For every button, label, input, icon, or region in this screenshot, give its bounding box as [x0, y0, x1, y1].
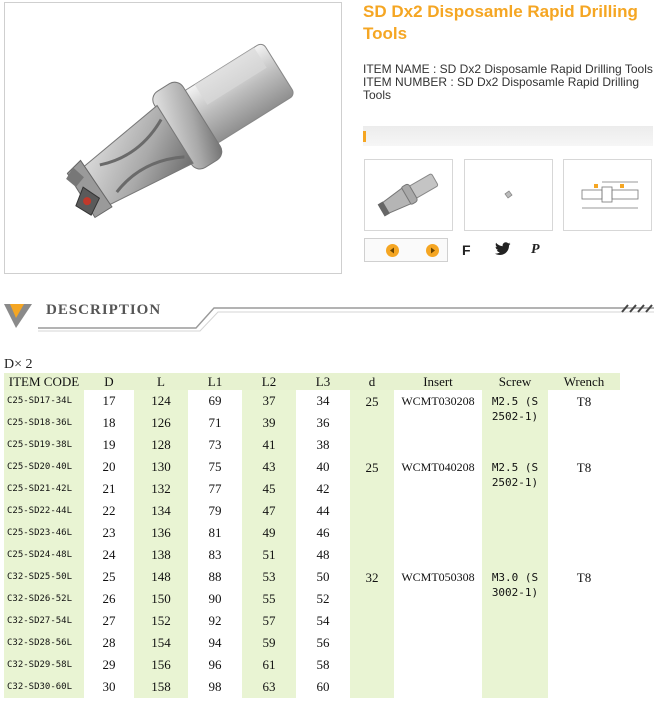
cell-l1: 79: [208, 503, 222, 518]
cell-item-code: C32-SD27-54L: [4, 610, 84, 632]
divider-accent: [363, 131, 366, 142]
cell-l1: 90: [208, 591, 222, 606]
thumbnail-drill-photo[interactable]: [364, 159, 453, 231]
cell-l2: 53: [242, 566, 296, 588]
col-header-d-shank: d: [350, 373, 394, 390]
cell-d-shank: 25: [350, 456, 394, 566]
cell-l: 126: [134, 412, 188, 434]
cell-l1: 69: [208, 393, 222, 408]
cell-l3: 48: [316, 547, 330, 562]
gallery-pager: [364, 238, 448, 262]
cell-l2: 39: [242, 412, 296, 434]
cell-l2: 37: [242, 390, 296, 412]
twitter-share[interactable]: [495, 242, 511, 259]
cell-l: 136: [134, 522, 188, 544]
cell-l: 148: [134, 566, 188, 588]
cell-l3: 34: [316, 393, 330, 408]
cell-l3: 56: [316, 635, 330, 650]
cell-screw: M2.5 (S2502-1): [482, 390, 548, 456]
table-row: [4, 390, 620, 412]
facebook-share[interactable]: F: [462, 242, 471, 258]
col-header-l3: L3: [296, 373, 350, 390]
cell-l2: 59: [242, 632, 296, 654]
cell-l1: 77: [208, 481, 222, 496]
cell-d-diameter: 24: [102, 547, 116, 562]
cell-l1: 71: [208, 415, 222, 430]
cell-screw: M3.0 (S3002-1): [482, 566, 548, 698]
main-product-image[interactable]: [4, 2, 342, 274]
product-info: [363, 63, 653, 102]
cell-l3: 44: [316, 503, 330, 518]
cell-l1: 94: [208, 635, 222, 650]
cell-l3: 54: [316, 613, 330, 628]
cell-l2: 43: [242, 456, 296, 478]
cell-d-diameter: 17: [102, 393, 116, 408]
next-button[interactable]: [426, 244, 439, 257]
cell-d-diameter: 30: [102, 679, 116, 694]
cell-l: 158: [134, 676, 188, 698]
cell-wrench: T8: [576, 394, 592, 409]
pinterest-share[interactable]: P: [531, 242, 540, 257]
cell-wrench: T8: [576, 460, 592, 475]
cell-item-code: C25-SD21-42L: [4, 478, 84, 500]
cell-l2: 57: [242, 610, 296, 632]
cell-item-code: C32-SD28-56L: [4, 632, 84, 654]
cell-item-code: C25-SD18-36L: [4, 412, 84, 434]
cell-l: 134: [134, 500, 188, 522]
cell-d-diameter: 22: [102, 503, 116, 518]
cell-item-code: C25-SD19-38L: [4, 434, 84, 456]
col-header-l2: L2: [242, 373, 296, 390]
cell-d-shank: 25: [350, 390, 394, 456]
cell-insert: WCMT040208: [401, 460, 475, 474]
cell-l2: 61: [242, 654, 296, 676]
info-divider: [363, 126, 653, 146]
cell-d-diameter: 21: [102, 481, 116, 496]
right-arrow-icon: [426, 244, 439, 257]
cell-l: 124: [134, 390, 188, 412]
cell-l: 130: [134, 456, 188, 478]
col-header-d-diameter: D: [84, 373, 134, 390]
cell-l1: 98: [208, 679, 222, 694]
cell-l1: 83: [208, 547, 222, 562]
cell-item-code: C32-SD25-50L: [4, 566, 84, 588]
cell-l1: 73: [208, 437, 222, 452]
item-name: ITEM NAME : SD Dx2 Disposamle Rapid Drilling Tools: [363, 62, 653, 76]
cell-item-code: C25-SD24-48L: [4, 544, 84, 566]
drawing-thumbnail-image: [564, 160, 651, 230]
cell-l: 138: [134, 544, 188, 566]
col-header-l1: L1: [188, 373, 242, 390]
cell-d-diameter: 29: [102, 657, 116, 672]
cell-d-shank: 32: [350, 566, 394, 698]
cell-d-diameter: 20: [102, 459, 116, 474]
cell-l1: 81: [208, 525, 222, 540]
table-label: D× 2: [4, 357, 33, 372]
cell-item-code: C32-SD30-60L: [4, 676, 84, 698]
cell-l2: 45: [242, 478, 296, 500]
left-arrow-icon: [386, 244, 399, 257]
product-title: SD Dx2 Disposamle Rapid Drilling Tools: [363, 2, 638, 43]
drill-tool-image: [5, 3, 341, 273]
cell-l3: 50: [316, 569, 330, 584]
cell-l2: 47: [242, 500, 296, 522]
cell-l2: 63: [242, 676, 296, 698]
cell-item-code: C32-SD26-52L: [4, 588, 84, 610]
cell-d-diameter: 18: [102, 415, 116, 430]
cell-d-diameter: 19: [102, 437, 116, 452]
item-number: ITEM NUMBER : SD Dx2 Disposamle Rapid Drilling Tools: [363, 75, 640, 102]
cell-l2: 49: [242, 522, 296, 544]
cell-item-code: C25-SD20-40L: [4, 456, 84, 478]
twitter-icon: [495, 242, 511, 256]
cell-d-diameter: 23: [102, 525, 116, 540]
cell-l3: 46: [316, 525, 330, 540]
cell-l: 150: [134, 588, 188, 610]
cell-l2: 41: [242, 434, 296, 456]
cell-wrench: T8: [576, 570, 592, 585]
table-header-row: [4, 373, 620, 390]
cell-l3: 38: [316, 437, 330, 452]
thumbnail-insert-photo[interactable]: [464, 159, 553, 231]
cell-d-diameter: 26: [102, 591, 116, 606]
cell-l1: 88: [208, 569, 222, 584]
cell-insert: WCMT050308: [401, 570, 475, 584]
cell-l: 156: [134, 654, 188, 676]
cell-l1: 96: [208, 657, 222, 672]
cell-l1: 75: [208, 459, 222, 474]
cell-d-diameter: 28: [102, 635, 116, 650]
spec-table: [4, 373, 620, 698]
cell-l: 154: [134, 632, 188, 654]
cell-l: 132: [134, 478, 188, 500]
col-header-insert: Insert: [394, 373, 482, 390]
col-header-screw: Screw: [482, 373, 548, 390]
cell-screw: M2.5 (S2502-1): [482, 456, 548, 566]
table-row: [4, 566, 620, 588]
cell-l: 152: [134, 610, 188, 632]
cell-d-diameter: 25: [102, 569, 116, 584]
cell-l2: 51: [242, 544, 296, 566]
description-heading: DESCRIPTION: [46, 302, 162, 318]
drill-thumbnail-image: [365, 160, 452, 230]
table-row: [4, 456, 620, 478]
cell-l3: 36: [316, 415, 330, 430]
cell-l3: 58: [316, 657, 330, 672]
cell-l3: 42: [316, 481, 330, 496]
cell-l: 128: [134, 434, 188, 456]
cell-item-code: C25-SD17-34L: [4, 390, 84, 412]
cell-item-code: C25-SD22-44L: [4, 500, 84, 522]
col-header-l: L: [134, 373, 188, 390]
col-header-item-code: ITEM CODE: [4, 373, 84, 390]
prev-button[interactable]: [386, 244, 399, 257]
cell-l3: 40: [316, 459, 330, 474]
thumbnail-technical-drawing[interactable]: [563, 159, 652, 231]
cell-insert: WCMT030208: [401, 394, 475, 408]
cell-item-code: C25-SD23-46L: [4, 522, 84, 544]
cell-l2: 55: [242, 588, 296, 610]
cell-l3: 52: [316, 591, 330, 606]
insert-thumbnail-image: [465, 160, 552, 230]
col-header-wrench: Wrench: [548, 373, 620, 390]
cell-l3: 60: [316, 679, 330, 694]
cell-l1: 92: [208, 613, 222, 628]
cell-d-diameter: 27: [102, 613, 116, 628]
cell-item-code: C32-SD29-58L: [4, 654, 84, 676]
